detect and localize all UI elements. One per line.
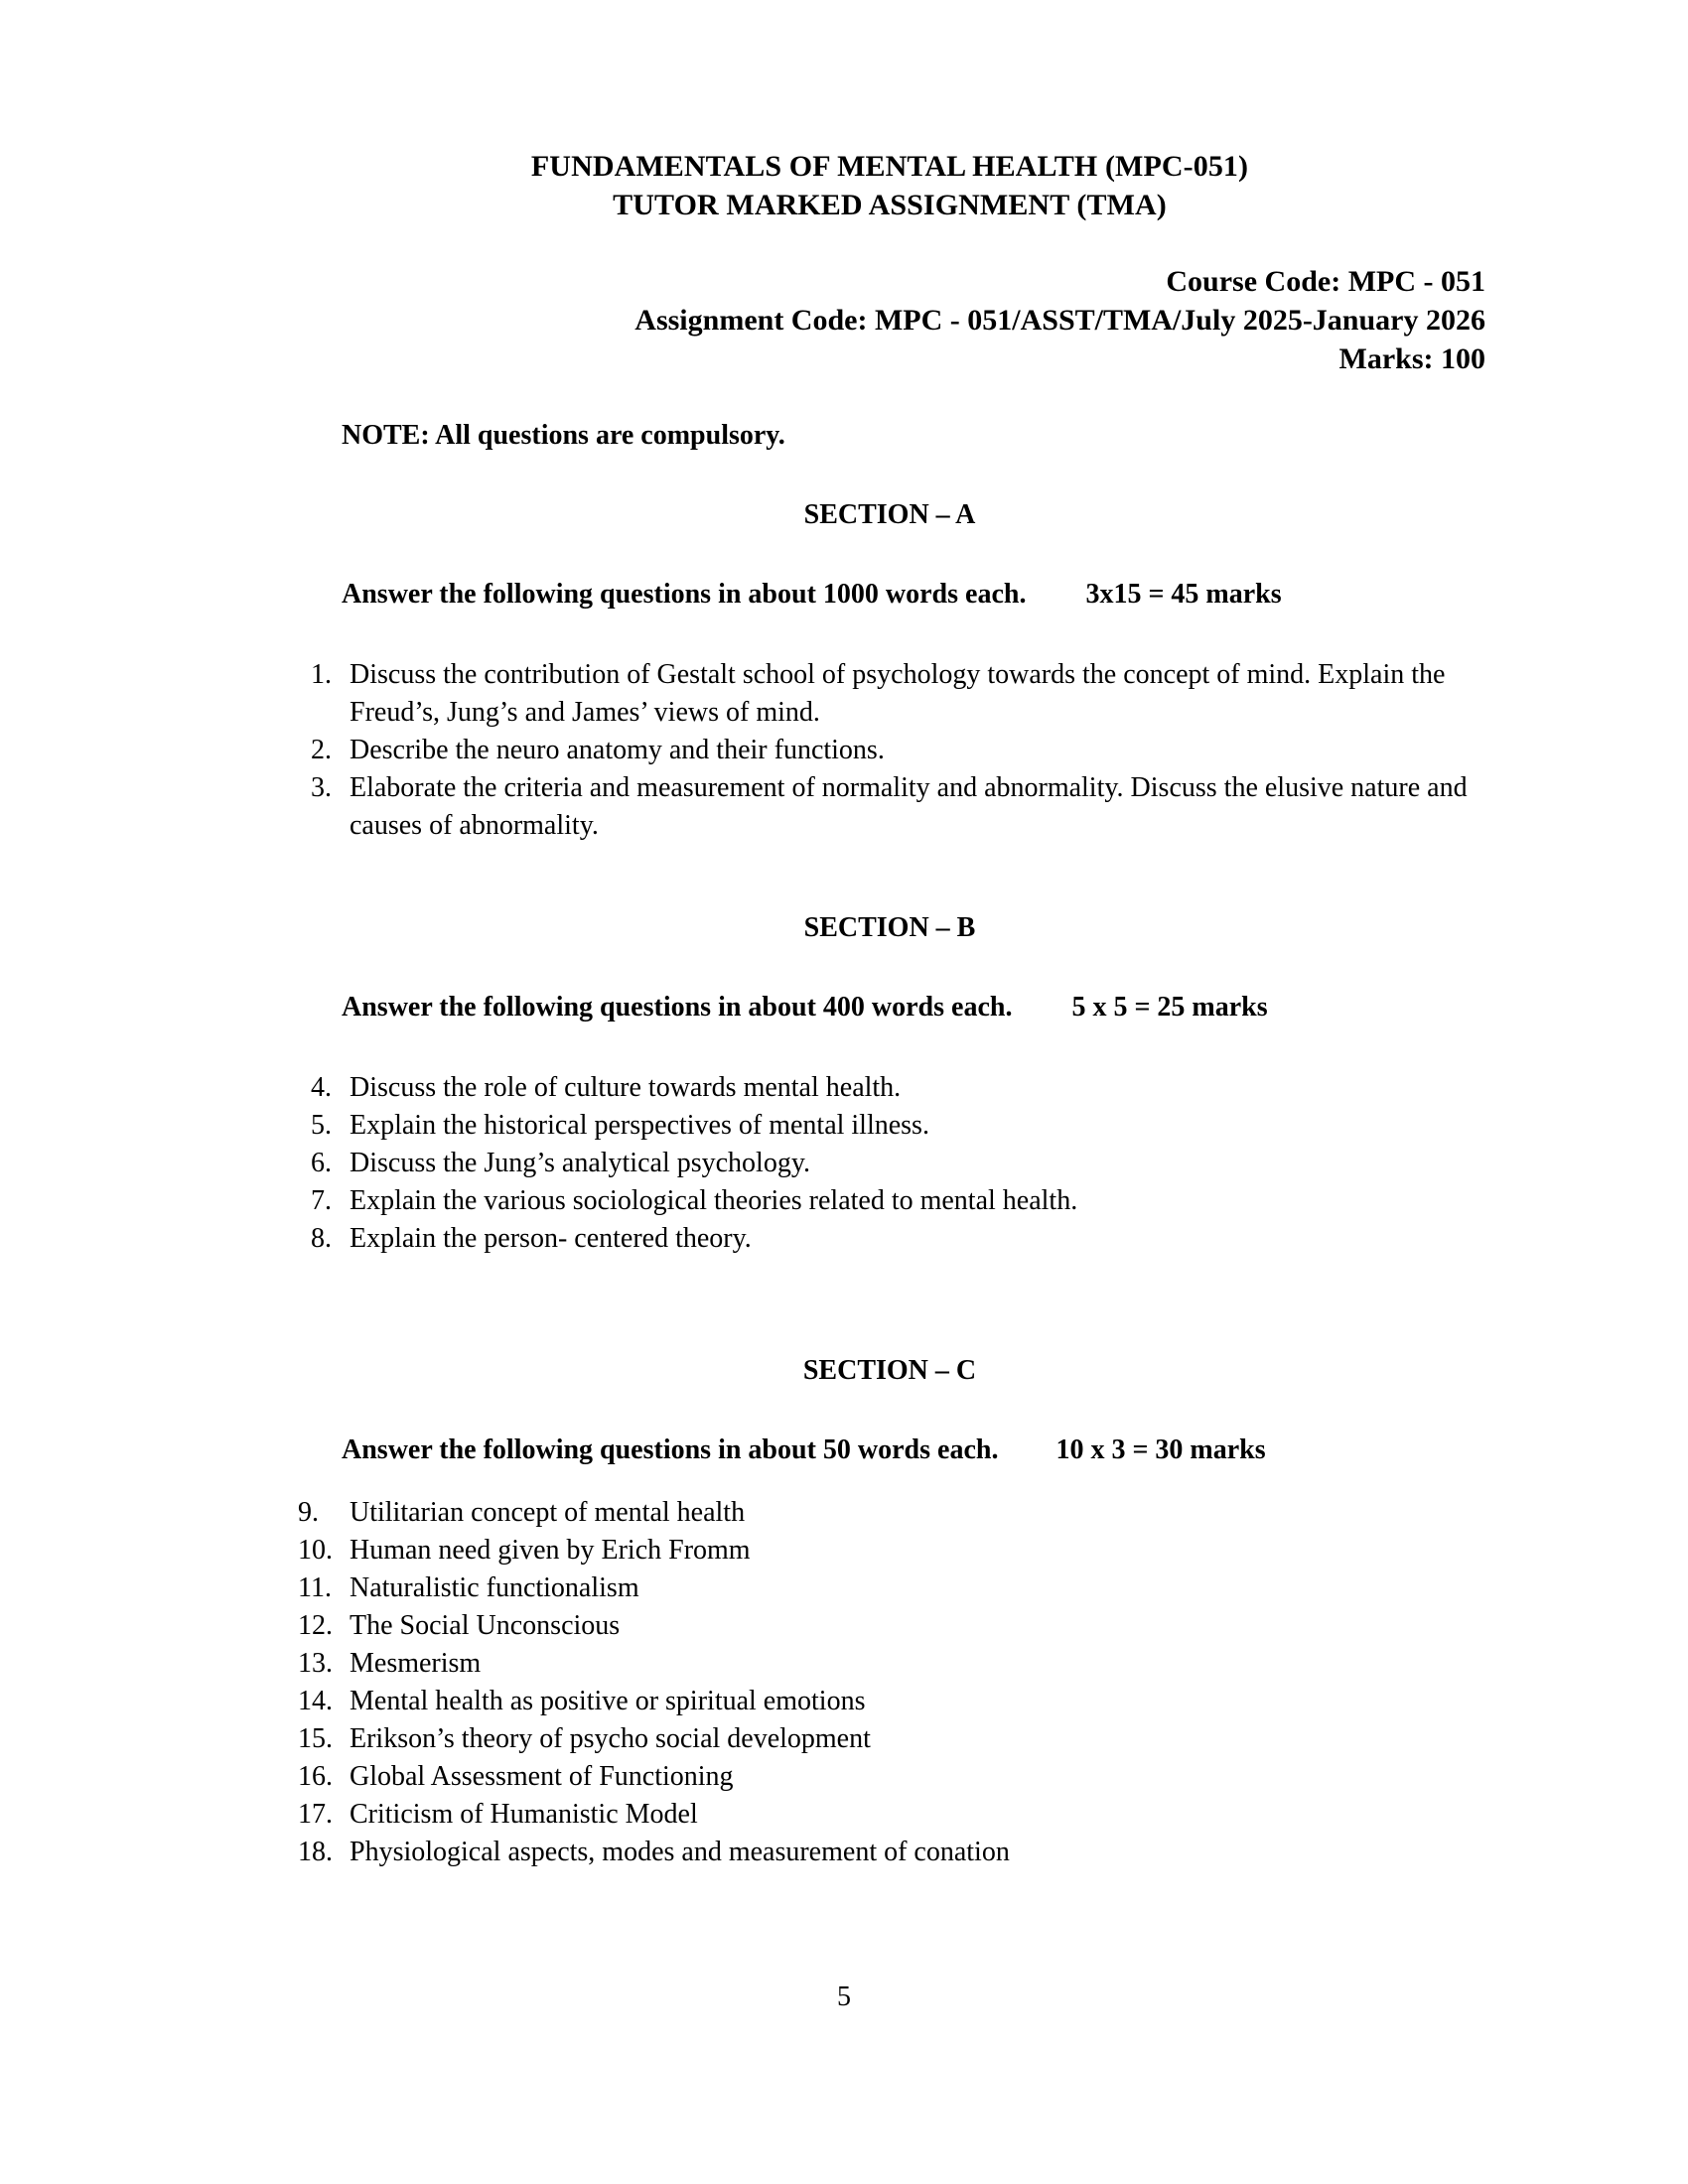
page-content <box>294 0 1485 1871</box>
question-text: Mental health as positive or spiritual emotions <box>350 1686 866 1716</box>
question-number: 10. <box>298 1535 333 1566</box>
question-number: 7. <box>311 1185 332 1216</box>
question-text: Discuss the role of culture towards mental health. <box>350 1072 902 1103</box>
question-number: 11. <box>298 1572 332 1603</box>
question-text: Explain the historical perspectives of mental illness. <box>350 1110 929 1141</box>
list-item <box>298 1532 1485 1570</box>
section-heading-c: SECTION – C <box>802 1355 977 1386</box>
question-number: 14. <box>298 1686 333 1716</box>
list-item <box>298 769 1485 845</box>
document-title-line-2: TUTOR MARKED ASSIGNMENT (TMA) <box>613 189 1167 221</box>
list-item <box>298 1645 1485 1683</box>
section-instruction-a <box>294 577 1485 613</box>
question-text: The Social Unconscious <box>350 1610 621 1641</box>
list-item <box>298 656 1485 732</box>
question-number: 15. <box>298 1723 333 1754</box>
question-text: Explain the various sociological theories related to mental health. <box>350 1185 1078 1216</box>
section-heading-a: SECTION – A <box>803 499 976 530</box>
question-text: Mesmerism <box>350 1648 482 1679</box>
list-item <box>298 1607 1485 1645</box>
question-number: 13. <box>298 1648 333 1679</box>
list-item <box>298 1720 1485 1758</box>
section-c-instruction-text: Answer the following questions in about 50 words each. <box>342 1434 999 1465</box>
question-text: Discuss the contribution of Gestalt school of psychology towards the concept of mind. Explain the Freud’s, Jung’s and James’ views of mind. <box>350 659 1446 728</box>
list-item <box>298 1758 1485 1796</box>
section-instruction-b <box>294 990 1485 1025</box>
list-item <box>298 1683 1485 1720</box>
question-number: 6. <box>311 1148 332 1178</box>
question-number: 5. <box>311 1110 332 1141</box>
section-b-instruction-text: Answer the following questions in about 400 words each. <box>342 992 1013 1023</box>
question-number: 17. <box>298 1799 333 1830</box>
list-item <box>298 1145 1485 1182</box>
question-text: Elaborate the criteria and measurement of normality and abnormality. Discuss the elusive nature and causes of abnormality. <box>350 772 1468 841</box>
section-c-marks: 10 x 3 = 30 marks <box>1055 1434 1266 1465</box>
question-number: 16. <box>298 1761 333 1792</box>
question-text: Physiological aspects, modes and measurement of conation <box>350 1837 1010 1867</box>
question-text: Erikson’s theory of psycho social development <box>350 1723 871 1754</box>
list-item <box>298 1107 1485 1145</box>
assignment-code: Assignment Code: MPC - 051/ASST/TMA/July 2025-January 2026 <box>634 304 1485 337</box>
page-number: 5 <box>837 1981 851 2012</box>
list-item <box>298 1494 1485 1532</box>
question-text: Global Assessment of Functioning <box>350 1761 734 1792</box>
question-text: Criticism of Humanistic Model <box>350 1799 698 1830</box>
list-item <box>298 1069 1485 1107</box>
section-a-instruction-text: Answer the following questions in about 1000 words each. <box>342 579 1027 610</box>
compulsory-note: NOTE: All questions are compulsory. <box>342 420 785 451</box>
question-text: Explain the person- centered theory. <box>350 1223 752 1254</box>
question-number: 3. <box>311 772 332 803</box>
question-text: Human need given by Erich Fromm <box>350 1535 751 1566</box>
list-item <box>298 1834 1485 1871</box>
list-item <box>298 1570 1485 1607</box>
assignment-meta-block <box>294 262 1485 378</box>
section-a-marks: 3x15 = 45 marks <box>1085 579 1282 610</box>
section-heading-b: SECTION – B <box>803 912 976 943</box>
document-title <box>294 147 1485 224</box>
list-item <box>298 1182 1485 1220</box>
total-marks: Marks: 100 <box>1338 342 1485 375</box>
question-text: Utilitarian concept of mental health <box>350 1497 746 1528</box>
question-number: 12. <box>298 1610 333 1641</box>
list-item <box>298 1796 1485 1834</box>
section-b-marks: 5 x 5 = 25 marks <box>1071 992 1268 1023</box>
question-list-section-a <box>294 656 1485 845</box>
section-instruction-c <box>294 1433 1485 1468</box>
question-number: 1. <box>311 659 332 690</box>
question-list-section-b <box>294 1069 1485 1258</box>
list-item <box>298 1220 1485 1258</box>
document-title-line-1: FUNDAMENTALS OF MENTAL HEALTH (MPC-051) <box>530 150 1249 183</box>
question-number: 4. <box>311 1072 332 1103</box>
question-text: Discuss the Jung’s analytical psychology. <box>350 1148 811 1178</box>
question-text: Naturalistic functionalism <box>350 1572 639 1603</box>
list-item <box>298 732 1485 769</box>
question-number: 2. <box>311 735 332 765</box>
course-code: Course Code: MPC - 051 <box>1166 265 1485 298</box>
question-number: 18. <box>298 1837 333 1867</box>
question-list-section-c <box>294 1494 1485 1871</box>
question-text: Describe the neuro anatomy and their functions. <box>350 735 885 765</box>
question-number: 9. <box>298 1497 319 1528</box>
question-number: 8. <box>311 1223 332 1254</box>
